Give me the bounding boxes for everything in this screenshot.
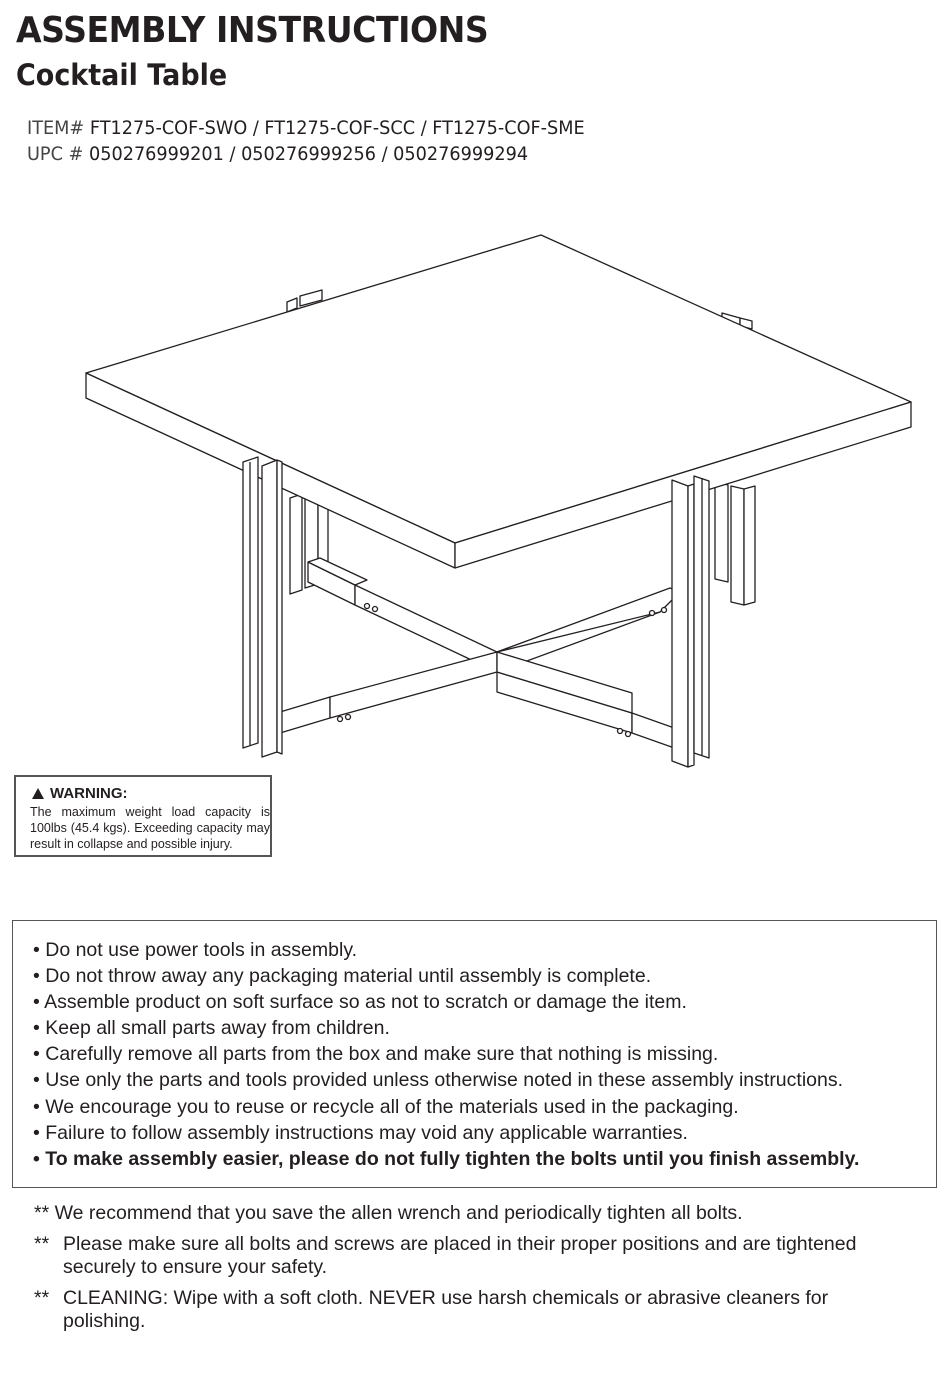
warning-heading: WARNING: [50,785,128,802]
list-item: • Failure to follow assembly instructions may void any applicable warranties. [33,1121,688,1144]
note-cleaning [34,1287,914,1333]
front-left-leg [243,457,282,757]
note-text: We recommend that you save the allen wrench and periodically tighten all bolts. [54,1202,743,1224]
list-item: • Do not throw away any packaging material until assembly is complete. [33,965,652,988]
list-item: • Carefully remove all parts from the box and make sure that nothing is missing. [33,1043,719,1066]
note-stars: ** [34,1233,50,1255]
list-item-emphasis: • To make assembly easier, please do not fully tighten the bolts until you finish assembly. [33,1147,860,1170]
cross-stretchers [280,558,680,750]
warning-box [14,775,272,857]
list-item: • Assemble product on soft surface so as not to scratch or damage the item. [33,991,687,1014]
item-number-line [27,117,585,139]
notes-section [34,1202,914,1341]
document-title: ASSEMBLY INSTRUCTIONS [16,10,489,51]
note-allen-wrench [34,1202,914,1225]
note-text: CLEANING: Wipe with a soft cloth. NEVER use harsh chemicals or abrasive cleaners for polishing. [63,1287,829,1332]
rules-list [33,937,936,1172]
note-stars: ** [34,1287,50,1309]
list-item: • Keep all small parts away from children. [33,1017,390,1040]
front-right-leg [672,476,709,767]
assembly-rules-box [12,920,937,1188]
rear-right-leg [715,482,755,605]
upc-label: UPC # [27,143,84,165]
list-item: • Use only the parts and tools provided unless otherwise noted in these assembly instructions. [33,1069,844,1092]
table-top [86,235,911,568]
note-stars: ** [34,1202,50,1224]
item-label: ITEM# [27,117,85,139]
list-item: • We encourage you to reuse or recycle all of the materials used in the packaging. [33,1095,739,1118]
upc-value: 050276999201 / 050276999256 / 050276999294 [88,143,529,165]
warning-heading-row [32,785,270,802]
warning-text: The maximum weight load capacity is 100lbs (45.4 kgs). Exceeding capacity may result in collapse and possible injury. [30,805,270,851]
note-bolts [34,1233,914,1279]
upc-line [27,143,528,165]
warning-triangle-icon [32,788,44,799]
cocktail-table-illustration [0,220,950,780]
note-text: Please make sure all bolts and screws are placed in their proper positions and are tightened securely to ensure your safety. [63,1233,857,1278]
list-item: • Do not use power tools in assembly. [33,939,358,961]
item-value: FT1275-COF-SWO / FT1275-COF-SCC / FT1275-COF-SME [89,117,585,139]
product-name: Cocktail Table [16,58,228,92]
